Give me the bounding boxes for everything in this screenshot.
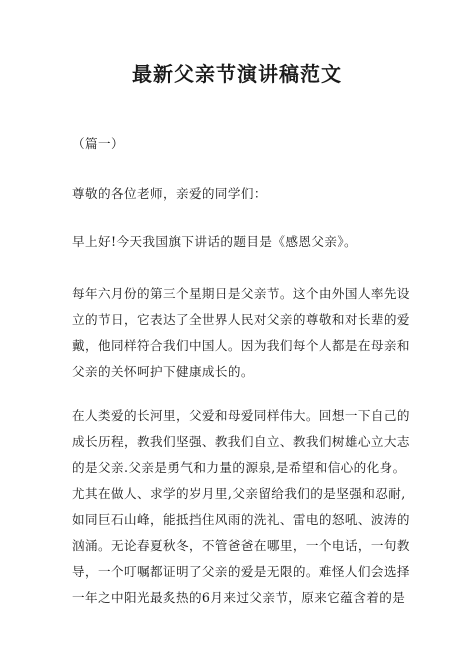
- paragraph-2: [72, 403, 410, 611]
- document-title: 最新父亲节演讲稿范文: [132, 62, 342, 86]
- paragraph-2-line: 的是父亲.父亲是勇气和力量的源泉,是希望和信心的化身。: [72, 460, 406, 475]
- paragraph-2-line: 一年之中阳光最炙热的6月来过父亲节，原来它蕴含着的是: [72, 590, 406, 605]
- paragraph-2-line: 尤其在做人、求学的岁月里,父亲留给我们的是坚强和忍耐,: [72, 486, 406, 501]
- paragraph-2-line: 汹涌。无论春夏秋冬，不管爸爸在哪里，一个电话，一句教: [72, 538, 410, 553]
- paragraph-1-line: 戴，他同样符合我们中国人。因为我们每个人都是在母亲和: [72, 338, 410, 353]
- paragraph-1-line: 立的节日，它表达了全世界人民对父亲的尊敬和对长辈的爱: [72, 312, 410, 327]
- greeting-line: 尊敬的各位老师，亲爱的同学们：: [72, 186, 267, 201]
- paragraph-2-line: 在人类爱的长河里，父爱和母爱同样伟大。回想一下自己的: [72, 408, 410, 423]
- paragraph-1-line: 每年六月份的第三个星期日是父亲节。这个由外国人率先设: [72, 286, 410, 301]
- paragraph-2-line: 成长历程，教我们坚强、教我们自立、教我们树雄心立大志: [72, 434, 410, 449]
- paragraph-1-line: 父亲的关怀呵护下健康成长的。: [72, 364, 254, 379]
- paragraph-1: [72, 281, 410, 385]
- section-heading: （篇一）: [72, 136, 124, 151]
- paragraph-2-line: 导，一个叮嘱都证明了父亲的爱是无限的。难怪人们会选择: [72, 564, 410, 579]
- intro-line: 早上好!今天我国旗下讲话的题目是《感恩父亲》。: [72, 234, 358, 249]
- paragraph-2-line: 如同巨石山峰，能抵挡住风雨的洗礼、雷电的怒吼、波涛的: [72, 512, 410, 527]
